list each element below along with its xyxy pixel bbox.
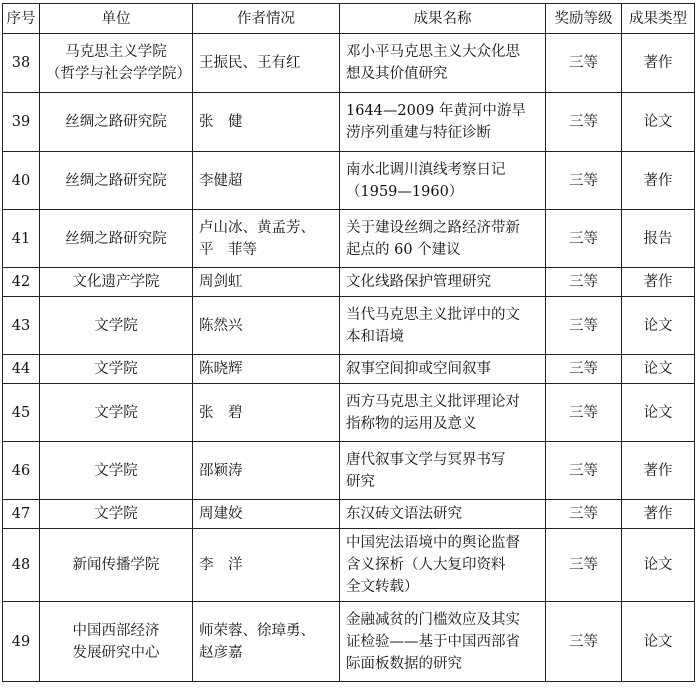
cell-no: 42 — [3, 268, 40, 297]
cell-title — [340, 442, 546, 500]
cell-title — [340, 297, 546, 355]
table-row — [3, 152, 695, 210]
cell-no: 49 — [3, 602, 40, 682]
cell-author-line: 邵颖涛 — [199, 462, 243, 479]
cell-author-line: 李 洋 — [199, 557, 243, 573]
table-row — [3, 268, 695, 297]
cell-grade: 三等 — [546, 93, 622, 152]
cell-title-line: 关于建设丝绸之路经济带新 — [346, 219, 520, 236]
cell-unit — [40, 34, 193, 93]
cell-no: 39 — [3, 93, 40, 152]
table-row — [3, 500, 695, 529]
cell-type: 论文 — [622, 602, 695, 682]
cell-grade: 三等 — [546, 500, 622, 529]
cell-unit — [40, 152, 193, 210]
cell-title-line: （1959—1960） — [346, 183, 464, 200]
cell-no: 43 — [3, 297, 40, 355]
cell-type: 论文 — [622, 297, 695, 355]
cell-author-line: 陈然兴 — [199, 317, 243, 334]
table-row — [3, 384, 695, 442]
header-grade: 奖励等级 — [546, 4, 622, 34]
cell-unit-line: 文学院 — [94, 317, 138, 334]
cell-author-line: 赵彦嘉 — [199, 644, 243, 661]
cell-author-line: 陈晓辉 — [199, 361, 243, 377]
cell-unit-line: 文化遗产学院 — [72, 274, 160, 290]
cell-title-line: 唐代叙事文学与冥界书写 — [346, 451, 506, 468]
cell-type: 论文 — [622, 93, 695, 152]
cell-author — [193, 93, 340, 152]
cell-type: 论文 — [622, 384, 695, 442]
cell-type: 著作 — [622, 152, 695, 210]
cell-unit-line: 发展研究中心 — [72, 644, 160, 661]
cell-author — [193, 268, 340, 297]
cell-author-line: 周建姣 — [199, 506, 243, 522]
header-no: 序号 — [3, 4, 40, 34]
table-row — [3, 529, 695, 602]
cell-unit — [40, 442, 193, 500]
cell-no: 45 — [3, 384, 40, 442]
cell-author — [193, 152, 340, 210]
cell-unit-line: 丝绸之路研究院 — [65, 230, 167, 247]
cell-type: 著作 — [622, 34, 695, 93]
table-row — [3, 297, 695, 355]
cell-title-line: 际面板数据的研究 — [346, 655, 462, 672]
cell-title-line: 西方马克思主义批评理论对 — [346, 393, 520, 410]
cell-title-line: 金融减贫的门槛效应及其实 — [346, 611, 520, 628]
table-row — [3, 210, 695, 268]
cell-unit — [40, 602, 193, 682]
cell-title-line: 1644—2009 年黄河中游旱 — [346, 103, 526, 119]
cell-title-line: 指称物的运用及意义 — [346, 415, 477, 432]
cell-title-line: 含义探析（人大复印资料 — [346, 557, 506, 573]
cell-title — [340, 268, 546, 297]
header-title: 成果名称 — [340, 4, 546, 34]
cell-author-line: 李健超 — [199, 172, 243, 189]
header-row — [3, 4, 695, 34]
table-row — [3, 93, 695, 152]
cell-title — [340, 500, 546, 529]
cell-unit-line: 丝绸之路研究院 — [65, 114, 167, 130]
header-unit: 单位 — [40, 4, 193, 34]
cell-unit-line: 文学院 — [94, 404, 138, 421]
table-row — [3, 442, 695, 500]
cell-type: 论文 — [622, 529, 695, 602]
cell-no: 48 — [3, 529, 40, 602]
cell-unit-line: 中国西部经济 — [72, 622, 160, 639]
cell-type: 著作 — [622, 268, 695, 297]
cell-title-line: 涝序列重建与特征诊断 — [346, 125, 491, 141]
cell-author-line: 平 菲等 — [199, 241, 257, 258]
cell-no: 41 — [3, 210, 40, 268]
cell-grade: 三等 — [546, 34, 622, 93]
header-type: 成果类型 — [622, 4, 695, 34]
cell-grade: 三等 — [546, 268, 622, 297]
cell-type: 论文 — [622, 355, 695, 384]
cell-title-line: 邓小平马克思主义大众化思 — [346, 44, 520, 60]
cell-no: 38 — [3, 34, 40, 93]
cell-author — [193, 384, 340, 442]
cell-title — [340, 210, 546, 268]
cell-author-line: 师荣蓉、徐璋勇、 — [199, 622, 315, 639]
cell-title-line: 研究 — [346, 473, 375, 490]
cell-author-line: 张 健 — [199, 114, 243, 130]
table-row — [3, 34, 695, 93]
cell-title-line: 全文转载） — [346, 579, 419, 595]
cell-unit — [40, 384, 193, 442]
cell-author — [193, 210, 340, 268]
cell-grade: 三等 — [546, 210, 622, 268]
cell-unit-line: 文学院 — [94, 462, 138, 479]
cell-title-line: 文化线路保护管理研究 — [346, 274, 491, 290]
cell-title-line: 起点的 60 个建议 — [346, 241, 461, 258]
cell-type: 报告 — [622, 210, 695, 268]
cell-unit — [40, 355, 193, 384]
cell-unit-line: 文学院 — [94, 506, 138, 522]
cell-grade: 三等 — [546, 355, 622, 384]
cell-title — [340, 152, 546, 210]
cell-title — [340, 34, 546, 93]
cell-no: 46 — [3, 442, 40, 500]
cell-grade: 三等 — [546, 529, 622, 602]
table-body — [3, 34, 695, 682]
cell-author-line: 王振民、王有红 — [199, 55, 301, 71]
cell-author — [193, 529, 340, 602]
cell-author-line: 周剑虹 — [199, 274, 243, 290]
cell-grade: 三等 — [546, 602, 622, 682]
cell-title-line: 想及其价值研究 — [346, 66, 448, 82]
cell-author — [193, 602, 340, 682]
header-author: 作者情况 — [193, 4, 340, 34]
cell-title — [340, 602, 546, 682]
cell-title-line: 证检验——基于中国西部省 — [346, 633, 520, 650]
cell-unit-line: 马克思主义学院 — [65, 44, 167, 60]
cell-unit — [40, 268, 193, 297]
cell-unit — [40, 529, 193, 602]
cell-title-line: 叙事空间抑或空间叙事 — [346, 361, 491, 377]
cell-unit — [40, 297, 193, 355]
cell-title — [340, 384, 546, 442]
cell-grade: 三等 — [546, 152, 622, 210]
cell-title-line: 东汉砖文语法研究 — [346, 506, 462, 522]
cell-title-line: 本和语境 — [346, 328, 404, 345]
cell-unit-line: 丝绸之路研究院 — [65, 172, 167, 189]
cell-author — [193, 34, 340, 93]
cell-no: 40 — [3, 152, 40, 210]
cell-author-line: 卢山冰、黄孟芳、 — [199, 219, 315, 236]
cell-unit-line: （哲学与社会学学院） — [46, 66, 191, 82]
cell-author — [193, 297, 340, 355]
cell-title — [340, 355, 546, 384]
cell-unit — [40, 500, 193, 529]
cell-type: 著作 — [622, 500, 695, 529]
table-row — [3, 355, 695, 384]
cell-type: 著作 — [622, 442, 695, 500]
cell-grade: 三等 — [546, 297, 622, 355]
awards-table — [2, 3, 695, 682]
cell-title-line: 中国宪法语境中的舆论监督 — [346, 535, 520, 551]
cell-grade: 三等 — [546, 384, 622, 442]
cell-author — [193, 442, 340, 500]
cell-unit-line: 新闻传播学院 — [72, 557, 160, 573]
cell-no: 44 — [3, 355, 40, 384]
cell-no: 47 — [3, 500, 40, 529]
table-row — [3, 602, 695, 682]
cell-title-line: 当代马克思主义批评中的文 — [346, 306, 520, 323]
cell-title-line: 南水北调川滇线考察日记 — [346, 161, 506, 178]
cell-unit — [40, 93, 193, 152]
cell-unit-line: 文学院 — [94, 361, 138, 377]
cell-author-line: 张 碧 — [199, 404, 243, 421]
cell-unit — [40, 210, 193, 268]
cell-author — [193, 500, 340, 529]
cell-grade: 三等 — [546, 442, 622, 500]
cell-title — [340, 93, 546, 152]
cell-author — [193, 355, 340, 384]
cell-title — [340, 529, 546, 602]
